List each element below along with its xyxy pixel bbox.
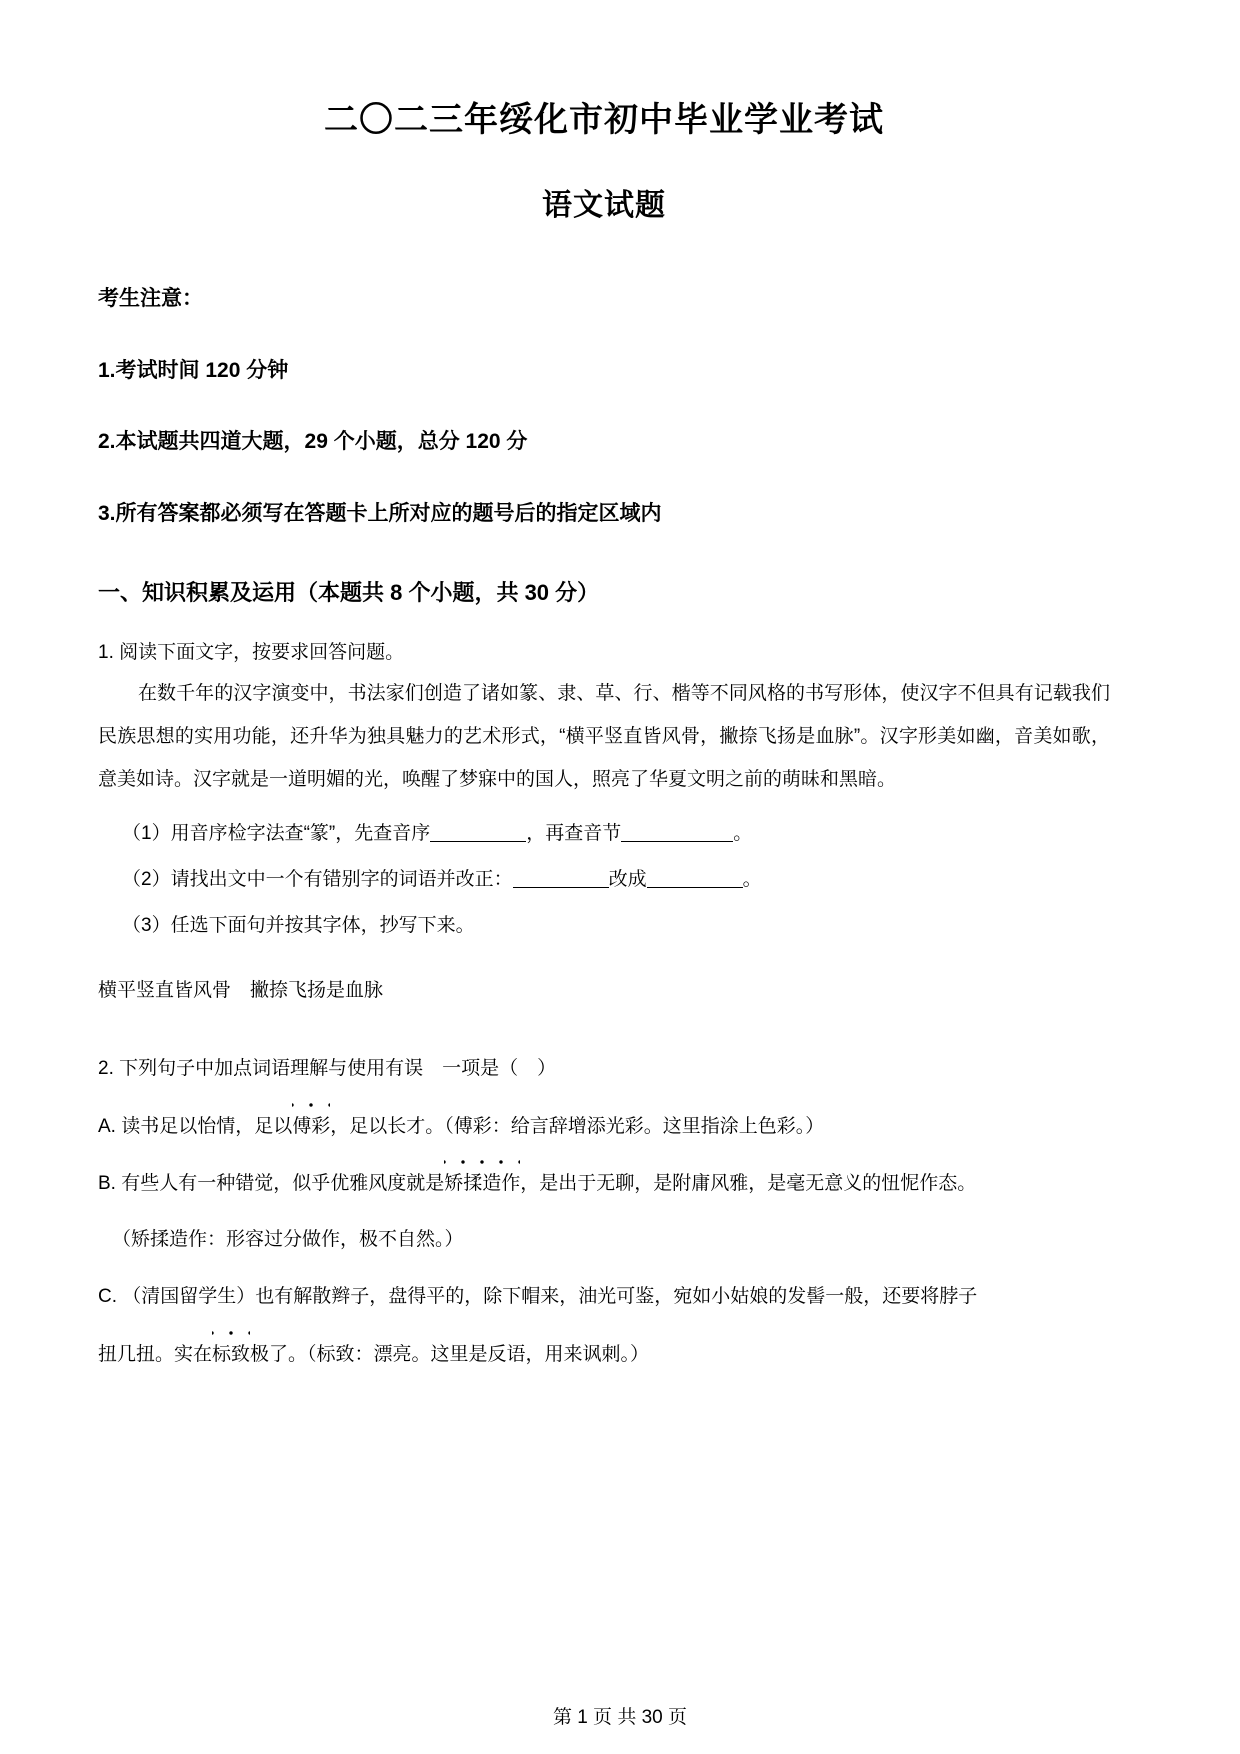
option-b-prefix: B. 有些人有一种错觉，似乎优雅风度就是	[98, 1173, 445, 1195]
option-c-line-2-prefix: 扭几扭。实在	[98, 1343, 213, 1365]
sub-1-prefix: （1）用音序检字法查“篆”，先查音序	[122, 822, 431, 844]
notice-item-3: 3.所有答案都必须写在答题卡上所对应的题号后的指定区域内	[98, 501, 662, 525]
question-1-sub-2	[98, 865, 1110, 894]
sub-1-blank-1[interactable]	[430, 841, 526, 842]
question-1-passage	[98, 673, 1110, 801]
sub-2-prefix: （2）请找出文中一个有错别字的词语并改正：	[122, 868, 513, 890]
question-1-sub-3: （3）任选下面句并按其字体，抄写下来。	[122, 915, 475, 937]
option-b-suffix: ，是出于无聊，是附庸风雅，是毫无意义的忸怩作态。	[520, 1173, 977, 1195]
question-1-stem: 1. 阅读下面文字，按要求回答问题。	[98, 641, 405, 663]
passage-text: 在数千年的汉字演变中，书法家们创造了诸如篆、隶、草、行、楷等不同风格的书写形体，使汉字不但具有记载我们民族思想的实用功能，还升华为独具魅力的艺术形式，“横平竖直皆风骨，撇捺飞扬是血脉”。汉字形美如幽，音美如歌，意美如诗。汉字就是一道明媚的光，唤醒了梦寐中的国人，照亮了华夏文明之前的萌昧和黑暗。	[98, 683, 1110, 790]
question-1-copy-text: 横平竖直皆风骨 撇捺飞扬是血脉	[98, 979, 384, 1001]
option-b-emphasis: 矫揉造作	[444, 1169, 520, 1198]
document-title: 二〇二三年绥化市初中毕业学业考试	[324, 101, 884, 139]
option-c-line-1: C. （清国留学生）也有解散辫子，盘得平的，除下帽来，油光可鉴，宛如小姑娘的发髻一般，还要将脖子	[98, 1286, 978, 1308]
notice-heading: 考生注意：	[98, 287, 203, 311]
option-c-emphasis: 标致	[212, 1340, 250, 1369]
option-a-prefix: A. 读书足以怡情，足以	[98, 1115, 293, 1137]
sub-2-middle: 改成	[608, 868, 647, 890]
sub-2-suffix: 。	[742, 868, 762, 890]
sub-1-blank-2[interactable]	[621, 841, 733, 842]
document-subtitle: 语文试题	[542, 188, 666, 222]
sub-2-blank-1[interactable]	[513, 887, 609, 888]
question-2-option-a[interactable]	[98, 1112, 1110, 1141]
question-2-option-c[interactable]	[98, 1282, 1110, 1311]
sub-2-blank-2[interactable]	[647, 887, 743, 888]
question-2-option-c-continued[interactable]	[98, 1340, 1110, 1369]
option-a-emphasis: 傅彩	[292, 1112, 330, 1141]
sub-1-suffix: 。	[733, 822, 753, 844]
question-1-sub-1	[98, 819, 1110, 848]
question-2-option-b-note: （矫揉造作：形容过分做作，极不自然。）	[112, 1228, 464, 1250]
sub-1-middle: ，再查音节	[526, 822, 622, 844]
option-a-suffix: ，足以长才。（傅彩：给言辞增添光彩。这里指涂上色彩。）	[330, 1115, 825, 1137]
notice-item-2: 2.本试题共四道大题，29 个小题，总分 120 分	[98, 430, 528, 454]
page-content	[98, 0, 1110, 1369]
question-2-stem: 2. 下列句子中加点词语理解与使用有误 一项是（ ）	[98, 1058, 557, 1080]
option-c-line-2-suffix: 极了。（标致：漂亮。这里是反语，用来讽刺。）	[250, 1343, 650, 1365]
question-2-option-b[interactable]	[98, 1169, 1110, 1198]
notice-item-1: 1.考试时间 120 分钟	[98, 358, 289, 382]
section-heading-one: 一、知识积累及运用（本题共 8 个小题，共 30 分）	[98, 579, 600, 605]
page-footer: 第 1 页 共 30 页	[552, 1707, 688, 1729]
